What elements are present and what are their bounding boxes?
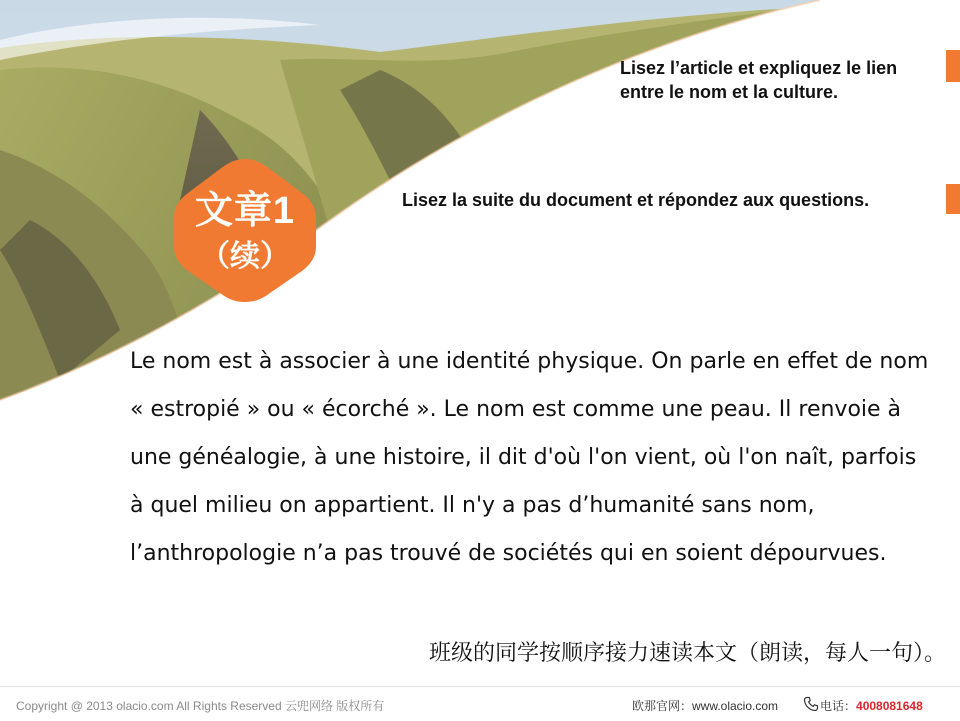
task-instruction-1: Lisez l’article et expliquez le lien entre le nom et la culture. bbox=[620, 58, 898, 102]
article-passage: Le nom est à associer à une identité physique. On parle en effet de nom « estropié » ou « écorché ». Le nom est comme une peau. Il renvoie à une généalogie, à une histoire, il dit d'où l'on vient, où l'on naît, parfois à quel milieu on appartient. Il n'y a pas d’humanité sans nom, l’anthropologie n’a pas trouvé de sociétés qui en soient dépourvues. bbox=[130, 349, 929, 566]
badge-subtitle: （续） bbox=[200, 240, 290, 273]
phone-number: 4008081648 bbox=[856, 699, 923, 713]
class-instruction: 班级的同学按顺序接力速读本文（朗读，每人一句）。 bbox=[428, 641, 946, 666]
task-instruction-2: Lisez la suite du document et répondez aux questions. bbox=[402, 190, 870, 210]
accent-bar-top bbox=[946, 50, 960, 82]
footer-phone[interactable] bbox=[820, 697, 923, 714]
footer-copyright: Copyright @ 2013 olacio.com All Rights Reserved 云兜网络 版权所有 bbox=[16, 699, 385, 713]
footer bbox=[0, 686, 960, 721]
phone-icon bbox=[803, 696, 819, 712]
phone-label: 电话： bbox=[820, 699, 857, 713]
accent-bar-middle bbox=[946, 184, 960, 214]
section-badge bbox=[170, 155, 320, 305]
badge-title: 文章1 bbox=[194, 190, 296, 232]
footer-website[interactable]: 欧那官网：www.olacio.com bbox=[632, 699, 779, 713]
